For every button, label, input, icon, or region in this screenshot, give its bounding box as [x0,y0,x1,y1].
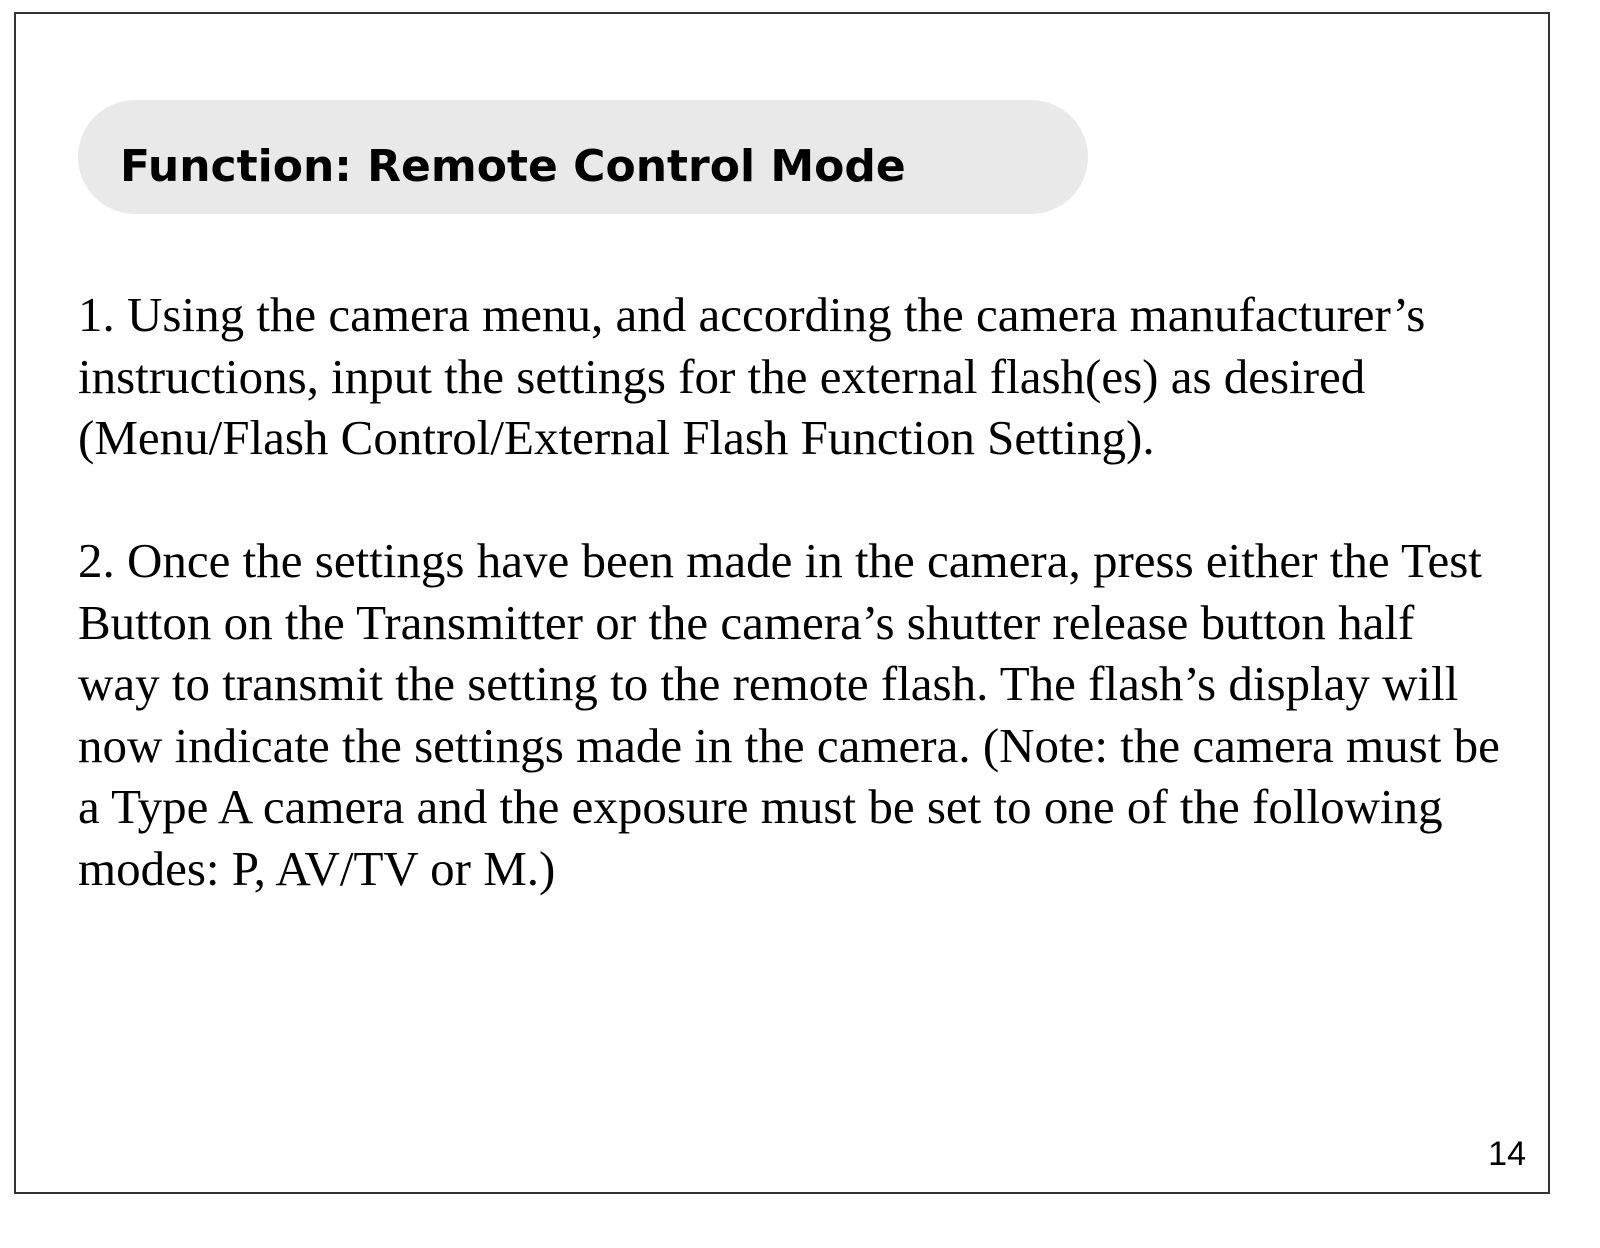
paragraph-line: way to transmit the setting to the remote flash. The flash’s display will [78,656,1459,711]
instruction-step-1 [78,284,1528,469]
instruction-step-2 [78,530,1528,899]
paragraph-line: modes: P, AV/TV or M.) [78,840,556,896]
section-heading-banner [78,100,1088,214]
section-heading: Function: Remote Control Mode [120,141,906,192]
paragraph-line: 2. Once the settings have been made in the camera, press either the Test [78,533,1482,588]
page-number: 14 [1488,1135,1526,1173]
paragraph-line: instructions, input the settings for the external flash(es) as desired [78,348,1366,404]
document-page [14,12,1550,1194]
paragraph-line: Button on the Transmitter or the camera’s shutter release button half [78,594,1415,650]
paragraph-line: now indicate the settings made in the camera. (Note: the camera must be [78,717,1500,773]
paragraph-line: (Menu/Flash Control/External Flash Function Setting). [78,410,1155,465]
paragraph-line: 1. Using the camera menu, and according the camera manufacturer’s [78,287,1426,342]
paragraph-line: a Type A camera and the exposure must be set to one of the following [78,779,1443,834]
